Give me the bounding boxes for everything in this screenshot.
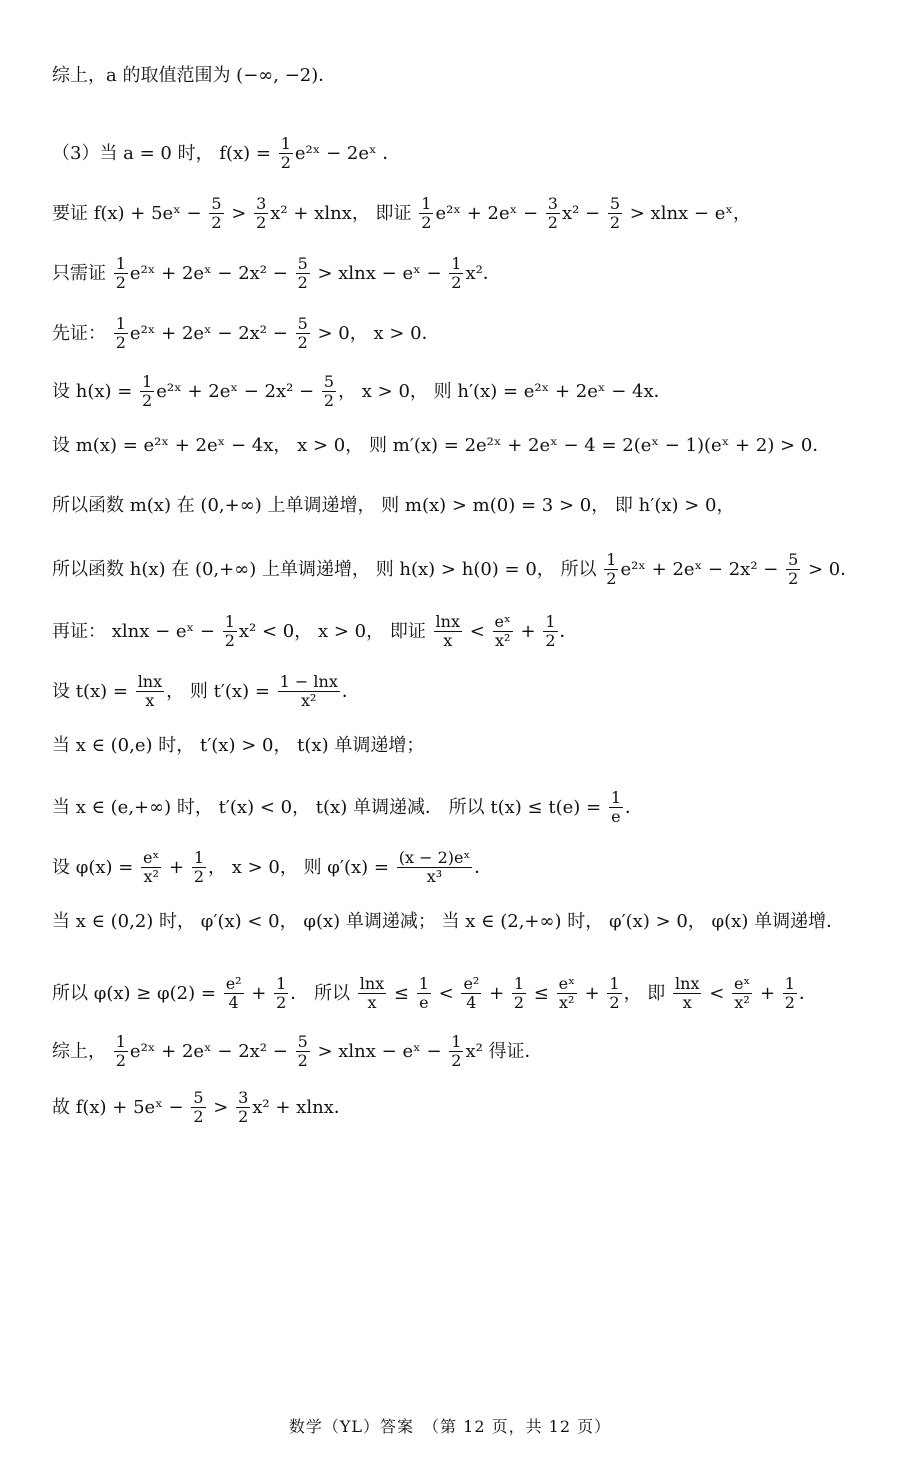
fraction xyxy=(358,975,386,1012)
math-text: > xyxy=(207,1096,235,1118)
math-text: 所以函数 h(x) 在 (0,+∞) 上单调递增， 则 h(x) > h(0) = 0， 所以 xyxy=(52,558,603,580)
fraction-numerator: (x − 2)eˣ xyxy=(398,848,471,867)
fraction-numerator: 5 xyxy=(297,254,308,273)
fraction-denominator: 4 xyxy=(466,993,477,1012)
fraction xyxy=(114,315,128,352)
math-text: e²ˣ + 2eˣ − xyxy=(435,202,544,224)
fraction-numerator: eˣ xyxy=(734,974,751,993)
fraction xyxy=(274,975,288,1012)
fraction xyxy=(114,255,128,292)
fraction-denominator: 2 xyxy=(788,569,799,588)
math-text: ． xyxy=(341,680,360,702)
math-text: 当 x ∈ (0,2) 时， φ′(x) < 0， φ(x) 单调递减； 当 x ∈ (2,+∞) 时， φ′(x) > 0， φ(x) 单调递增． xyxy=(52,911,845,932)
fraction xyxy=(209,195,223,232)
math-text: < xyxy=(464,620,491,642)
fraction-numerator: 3 xyxy=(547,194,558,213)
math-text: > 0， x > 0． xyxy=(311,322,440,344)
math-text: 故 f(x) + 5eˣ − xyxy=(52,1096,190,1118)
fraction xyxy=(783,975,797,1012)
fraction-numerator: lnx xyxy=(137,672,163,691)
fraction-denominator: e xyxy=(419,993,429,1012)
fraction-denominator: e xyxy=(611,807,621,826)
fraction-denominator: 2 xyxy=(606,569,617,588)
math-text: e²ˣ + 2eˣ − 2x² − xyxy=(620,558,785,580)
math-text: ， x > 0， 则 φ′(x) = xyxy=(208,856,395,878)
math-text: < xyxy=(703,982,730,1004)
fraction-denominator: x² xyxy=(559,993,575,1012)
math-text: ≤ xyxy=(528,982,555,1004)
fraction xyxy=(608,195,622,232)
math-text: 设 t(x) = xyxy=(52,680,134,702)
fraction-numerator: 1 xyxy=(115,254,126,273)
math-text: + xyxy=(754,982,781,1004)
fraction-denominator: 2 xyxy=(142,391,153,410)
fraction-numerator: eˣ xyxy=(558,974,575,993)
solution-line xyxy=(52,849,880,886)
fraction-denominator: 2 xyxy=(547,213,558,232)
math-text: ． xyxy=(474,856,493,878)
fraction xyxy=(732,975,752,1012)
fraction xyxy=(114,1033,128,1070)
fraction-numerator: 5 xyxy=(193,1088,204,1107)
math-text: 设 m(x) = e²ˣ + 2eˣ − 4x， x > 0， 则 m′(x) = 2e²ˣ + 2eˣ − 4 = 2(eˣ − 1)(eˣ + 2) > 0． xyxy=(52,435,831,456)
fraction-denominator: x² xyxy=(494,631,511,650)
solution-line xyxy=(52,735,880,757)
fraction-numerator: e² xyxy=(225,974,242,993)
math-text: + xyxy=(514,620,542,642)
math-text: e²ˣ + 2eˣ − 2x² − xyxy=(129,262,294,284)
fraction-denominator: 2 xyxy=(609,213,621,232)
fraction-numerator: 3 xyxy=(256,194,267,213)
solution-line xyxy=(52,911,880,933)
fraction-denominator: 2 xyxy=(297,333,308,352)
fraction-denominator: 2 xyxy=(224,631,235,650)
math-text: 当 x ∈ (0,e) 时， t′(x) > 0， t(x) 单调递增； xyxy=(52,735,425,756)
math-text: 综上，a 的取值范围为 (−∞, −2)． xyxy=(52,65,337,86)
fraction-numerator: 1 xyxy=(545,612,556,631)
math-text: ， x > 0， 则 h′(x) = e²ˣ + 2eˣ − 4x． xyxy=(338,380,672,402)
math-text: 只需证 xyxy=(52,262,112,284)
fraction-numerator: 5 xyxy=(297,1032,308,1051)
solution-line xyxy=(52,1033,880,1070)
fraction-numerator: 1 xyxy=(606,550,617,569)
fraction-numerator: lnx xyxy=(359,974,385,993)
solution-line xyxy=(52,195,880,232)
fraction-denominator: 2 xyxy=(545,631,556,650)
fraction xyxy=(279,135,293,172)
solution-line xyxy=(52,255,880,292)
fraction xyxy=(557,975,577,1012)
fraction-denominator: 4 xyxy=(228,993,239,1012)
math-text: 当 x ∈ (e,+∞) 时， t′(x) < 0， t(x) 单调递减． 所以 t(x) ≤ t(e) = xyxy=(52,796,607,818)
math-text: x² − xyxy=(561,202,606,224)
math-text: 设 φ(x) = xyxy=(52,856,140,878)
fraction-numerator: lnx xyxy=(675,974,700,993)
math-text: x² 得证． xyxy=(465,1040,543,1062)
fraction-numerator: 1 − lnx xyxy=(279,672,338,691)
fraction xyxy=(322,373,336,410)
solution-line xyxy=(52,135,880,172)
fraction-denominator: 2 xyxy=(513,993,525,1012)
math-text: > 0． xyxy=(802,558,859,580)
math-text: x² < 0， x > 0， 即证 xyxy=(238,620,432,642)
fraction-numerator: 1 xyxy=(115,1032,126,1051)
solution-line xyxy=(52,673,880,710)
fraction xyxy=(607,975,621,1012)
math-text: < xyxy=(432,982,460,1004)
fraction-numerator: 1 xyxy=(513,974,525,993)
solution-line xyxy=(52,435,880,457)
math-text: x² + xlnx． xyxy=(252,1096,352,1118)
fraction xyxy=(449,255,463,292)
fraction-denominator: 2 xyxy=(115,273,126,292)
fraction-numerator: 1 xyxy=(451,1032,462,1051)
fraction-denominator: 2 xyxy=(297,1051,308,1070)
fraction xyxy=(223,613,237,650)
math-text: 所以 φ(x) ≥ φ(2) = xyxy=(52,982,222,1004)
fraction-denominator: x² xyxy=(143,867,159,886)
fraction-numerator: 5 xyxy=(211,194,222,213)
fraction-denominator: x xyxy=(682,993,692,1012)
fraction-numerator: 1 xyxy=(609,974,620,993)
math-text: ． xyxy=(798,982,817,1004)
math-text: + xyxy=(483,982,510,1004)
fraction xyxy=(512,975,526,1012)
math-text: ． xyxy=(559,620,578,642)
fraction-numerator: 5 xyxy=(297,314,308,333)
math-text: e²ˣ + 2eˣ − 2x² − xyxy=(129,1040,294,1062)
fraction-numerator: 1 xyxy=(276,974,287,993)
fraction-denominator: 2 xyxy=(451,273,462,292)
fraction xyxy=(604,551,618,588)
fraction-numerator: 1 xyxy=(418,974,429,993)
fraction xyxy=(236,1089,250,1126)
fraction xyxy=(296,315,310,352)
fraction xyxy=(397,849,473,886)
math-text: 要证 f(x) + 5eˣ − xyxy=(52,202,208,224)
fraction-numerator: 1 xyxy=(193,848,205,867)
math-text: x²． xyxy=(465,262,501,284)
fraction-denominator: 2 xyxy=(193,1107,204,1126)
fraction-denominator: 2 xyxy=(115,1051,126,1070)
fraction-numerator: 5 xyxy=(788,550,799,569)
fraction xyxy=(140,373,154,410)
fraction-denominator: 2 xyxy=(211,213,222,232)
solution-line xyxy=(52,495,880,517)
math-text: 再证： xlnx − eˣ − xyxy=(52,620,221,642)
fraction-numerator: 1 xyxy=(784,974,795,993)
math-text: + xyxy=(245,982,273,1004)
math-text: > xlnx − eˣ − xyxy=(311,1040,448,1062)
fraction-denominator: 2 xyxy=(421,213,432,232)
fraction-denominator: 2 xyxy=(451,1051,462,1070)
fraction xyxy=(224,975,244,1012)
fraction-numerator: 3 xyxy=(238,1088,249,1107)
fraction-denominator: x² xyxy=(734,993,750,1012)
fraction xyxy=(493,613,513,650)
fraction xyxy=(609,789,623,826)
fraction xyxy=(136,673,164,710)
math-text: + xyxy=(578,982,606,1004)
solution-line xyxy=(52,65,880,87)
math-text: > xyxy=(225,202,253,224)
fraction-denominator: 2 xyxy=(609,993,620,1012)
fraction-numerator: 1 xyxy=(224,612,235,631)
fraction xyxy=(543,613,557,650)
fraction xyxy=(417,975,431,1012)
math-text: 综上， xyxy=(52,1040,112,1062)
fraction xyxy=(419,195,433,232)
fraction xyxy=(786,551,800,588)
math-text: x² + xlnx， 即证 xyxy=(270,202,418,224)
fraction-numerator: 1 xyxy=(280,134,291,153)
fraction-denominator: 2 xyxy=(238,1107,249,1126)
math-text: > xlnx − eˣ， xyxy=(624,202,752,224)
math-text: ． xyxy=(625,796,643,818)
fraction-denominator: 2 xyxy=(297,273,308,292)
fraction-denominator: 2 xyxy=(193,867,205,886)
fraction-denominator: x xyxy=(145,691,155,710)
fraction-numerator: eˣ xyxy=(143,848,160,867)
fraction xyxy=(449,1033,463,1070)
fraction-numerator: 1 xyxy=(610,788,621,807)
math-text: ≤ xyxy=(388,982,415,1004)
solution-line xyxy=(52,551,880,588)
fraction xyxy=(141,849,161,886)
fraction xyxy=(546,195,560,232)
fraction-denominator: 2 xyxy=(276,993,287,1012)
fraction-numerator: 1 xyxy=(142,372,153,391)
fraction xyxy=(278,673,340,710)
fraction-denominator: 2 xyxy=(784,993,795,1012)
fraction-numerator: 1 xyxy=(115,314,126,333)
solution-line xyxy=(52,789,880,826)
fraction xyxy=(296,1033,310,1070)
solution-line xyxy=(52,373,880,410)
fraction-numerator: eˣ xyxy=(494,612,511,631)
solution-line xyxy=(52,975,880,1012)
math-text: （3）当 a = 0 时， f(x) = xyxy=(52,142,277,164)
math-text: e²ˣ + 2eˣ − 2x² − xyxy=(156,380,320,402)
fraction-numerator: 5 xyxy=(609,194,621,213)
math-text: 设 h(x) = xyxy=(52,380,139,402)
fraction-denominator: 2 xyxy=(115,333,126,352)
math-text: ， 则 t′(x) = xyxy=(166,680,276,702)
fraction xyxy=(434,613,462,650)
fraction-denominator: x xyxy=(443,631,453,650)
fraction-numerator: 1 xyxy=(421,194,432,213)
fraction-numerator: lnx xyxy=(435,612,460,631)
fraction-numerator: 5 xyxy=(323,372,335,391)
fraction xyxy=(192,849,206,886)
math-text: > xlnx − eˣ − xyxy=(311,262,448,284)
fraction-denominator: 2 xyxy=(256,213,267,232)
math-text: ． 所以 xyxy=(290,982,356,1004)
fraction-numerator: e² xyxy=(463,974,480,993)
fraction xyxy=(673,975,701,1012)
solution-line xyxy=(52,315,880,352)
fraction-denominator: x³ xyxy=(426,867,443,886)
fraction xyxy=(254,195,268,232)
fraction xyxy=(296,255,310,292)
math-text: + xyxy=(163,856,190,878)
math-text: e²ˣ − 2eˣ ． xyxy=(294,142,401,164)
math-text: ， 即 xyxy=(623,982,672,1004)
fraction xyxy=(461,975,481,1012)
fraction-denominator: 2 xyxy=(280,153,291,172)
page-footer: 数学（YL）答案 （第 12 页，共 12 页） xyxy=(288,1417,612,1436)
fraction-denominator: 2 xyxy=(323,391,335,410)
math-text: 所以函数 m(x) 在 (0,+∞) 上单调递增， 则 m(x) > m(0) = 3 > 0， 即 h′(x) > 0， xyxy=(52,495,735,516)
solution-line xyxy=(52,1089,880,1126)
math-text: 先证： xyxy=(52,322,112,344)
fraction-numerator: 1 xyxy=(451,254,462,273)
solution-line xyxy=(52,613,880,650)
fraction-denominator: x² xyxy=(301,691,317,710)
math-text: e²ˣ + 2eˣ − 2x² − xyxy=(129,322,294,344)
fraction-denominator: x xyxy=(367,993,377,1012)
fraction xyxy=(191,1089,205,1126)
